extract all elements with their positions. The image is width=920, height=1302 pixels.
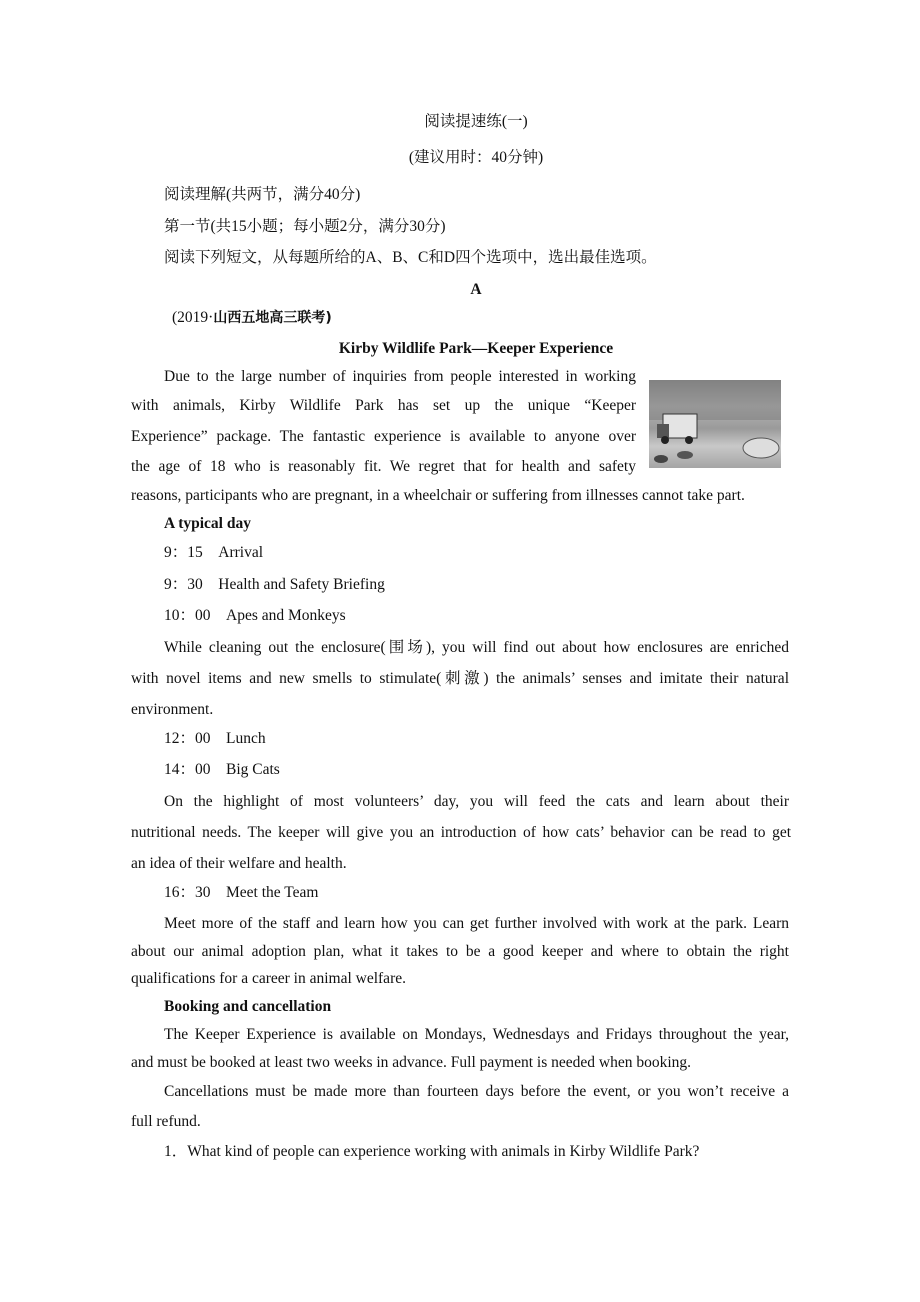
cancel-line: full refund.: [131, 1113, 201, 1130]
apes-line: While cleaning out the enclosure(围场), you will find out about how enclosures are enriched: [164, 639, 789, 656]
intro-line: Due to the large number of inquiries from people interested in working: [164, 368, 636, 385]
intro-line: the age of 18 who is reasonably fit. We regret that for health and safety: [131, 458, 636, 475]
passage-source: [172, 308, 332, 328]
page-title: 阅读提速练(一): [424, 113, 528, 130]
cats-line: nutritional needs. The keeper will give you an introduction of how cats’ behavior can be read to get: [131, 824, 791, 841]
booking-heading: Booking and cancellation: [164, 998, 332, 1015]
cats-line: On the highlight of most volunteers’ day, you will feed the cats and learn about their: [164, 793, 789, 810]
schedule-item: 9：15 Arrival: [164, 544, 264, 561]
schedule-item: 16：30 Meet the Team: [164, 884, 319, 901]
booking-line: and must be booked at least two weeks in advance. Full payment is needed when booking.: [131, 1054, 692, 1071]
schedule-item: 9：30 Health and Safety Briefing: [164, 576, 385, 593]
safari-photo: [649, 380, 781, 468]
source-name: 山西五地高三联考): [213, 310, 332, 326]
suggested-time: (建议用时：40分钟): [408, 149, 544, 166]
intro-line: Experience” package. The fantastic experience is available to anyone over: [131, 428, 636, 445]
intro-line: with animals, Kirby Wildlife Park has set up the unique “Keeper: [131, 397, 636, 414]
question-1: 1．What kind of people can experience working with animals in Kirby Wildlife Park?: [164, 1143, 700, 1160]
apes-line: with novel items and new smells to stimulate(刺激) the animals’ senses and imitate their natural: [131, 670, 789, 687]
team-line: qualifications for a career in animal welfare.: [131, 970, 406, 987]
passage-heading: Kirby Wildlife Park—Keeper Experience: [338, 340, 614, 357]
source-year: (2019·: [172, 309, 214, 326]
typical-day-heading: A typical day: [164, 515, 251, 532]
apes-line: environment.: [131, 701, 214, 718]
schedule-item: 14：00 Big Cats: [164, 761, 280, 778]
schedule-item: 12：00 Lunch: [164, 730, 266, 747]
part-title: 第一节(共15小题；每小题2分，满分30分): [164, 218, 446, 235]
safari-truck-rhino-image: [649, 380, 781, 468]
instruction: 阅读下列短文，从每题所给的A、B、C和D四个选项中，选出最佳选项。: [164, 249, 657, 266]
team-line: Meet more of the staff and learn how you can get further involved with work at the park. Learn: [164, 915, 789, 932]
cats-line: an idea of their welfare and health.: [131, 855, 347, 872]
section-title: 阅读理解(共两节，满分40分): [164, 186, 361, 203]
intro-line: reasons, participants who are pregnant, in a wheelchair or suffering from illnesses cannot take part.: [131, 487, 745, 504]
passage-letter: A: [470, 281, 482, 298]
schedule-item: 10：00 Apes and Monkeys: [164, 607, 346, 624]
cancel-line: Cancellations must be made more than fourteen days before the event, or you won’t receive a: [164, 1083, 789, 1100]
booking-line: The Keeper Experience is available on Mondays, Wednesdays and Fridays throughout the year,: [164, 1026, 789, 1043]
team-line: about our animal adoption plan, what it takes to be a good keeper and where to obtain the right: [131, 943, 789, 960]
